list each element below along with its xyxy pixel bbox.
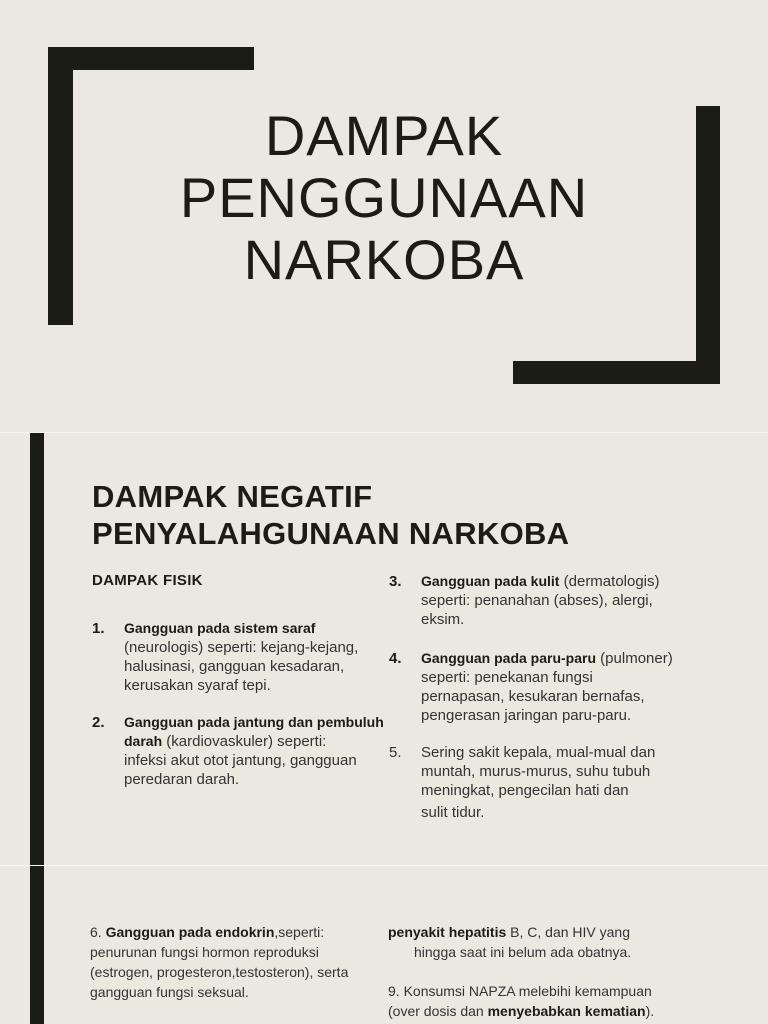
list-item [389,743,719,828]
slide-heading [92,478,569,552]
list-item [92,619,392,699]
accent-bar [30,866,44,1024]
item-number: 3. [389,573,402,590]
item-line: 9. Konsumsi NAPZA melebihi kemampuan [388,983,652,999]
item-bold: darah [124,733,163,749]
item-line: pernapasan, kesukaran bernafas, [421,688,645,705]
item-text: B, C, dan HIV yang [506,924,630,940]
heading-line: DAMPAK NEGATIF [92,479,373,514]
slide-title [0,105,768,291]
section-subheading: DAMPAK FISIK [92,572,203,589]
item-bold: Gangguan pada sistem saraf [124,620,316,636]
item-text: (dermatologis) [559,573,660,590]
item-line: peredaran darah. [124,771,240,788]
item-line: (neurologis) seperti: kejang-kejang, [124,639,359,656]
item-line: infeksi akut otot jantung, gangguan [124,752,357,769]
list-item [90,922,380,1002]
title-line: DAMPAK [264,104,504,167]
list-item [92,713,392,793]
item-line: pengerasan jaringan paru-paru. [421,707,632,724]
item-line: halusinasi, gangguan kesadaran, [124,658,345,675]
item-text: ,seperti: [274,924,325,940]
item-number: 5. [389,744,402,761]
item-bold: Gangguan pada kulit [421,573,560,589]
item-number: 1. [92,620,105,637]
item-number: 2. [92,714,105,731]
item-bold: Gangguan pada paru-paru [421,650,597,666]
item-line: meningkat, pengecilan hati dan [421,782,629,799]
item-line: gangguan fungsi seksual. [90,984,249,1000]
item-bold: penyakit hepatitis [388,924,507,940]
item-line: kerusakan syaraf tepi. [124,677,271,694]
frame-bottom-right-horizontal [513,361,720,384]
title-line: PENGGUNAAN [179,166,589,229]
frame-top-left-horizontal [48,47,254,70]
list-item [388,922,718,962]
title-line: NARKOBA [243,228,525,291]
item-text: (pulmoner) [596,650,673,667]
item-number: 4. [389,650,402,667]
item-bold: Gangguan pada endokrin [105,924,275,940]
title-slide [0,0,768,432]
item-line: (estrogen, progesteron,testosteron), serta [90,964,349,980]
item-line: penurunan fungsi hormon reproduksi [90,944,319,960]
item-bold: Gangguan pada jantung dan pembuluh [124,714,384,730]
item-text: (over dosis dan [388,1003,488,1019]
item-line: sulit tidur. [421,804,485,821]
heading-line: PENYALAHGUNAAN NARKOBA [92,516,570,551]
list-item [389,649,719,729]
item-text: ). [645,1003,655,1019]
item-line: seperti: penanahan (abses), alergi, [421,592,653,609]
item-line: seperti: penekanan fungsi [421,669,593,686]
accent-bar [30,433,44,865]
item-text: (kardiovaskuler) seperti: [162,733,327,750]
item-line: muntah, murus-murus, suhu tubuh [421,763,651,780]
list-item [388,981,728,1021]
item-line: eksim. [421,611,465,628]
item-number: 6. [90,924,106,940]
item-line: hingga saat ini belum ada obatnya. [414,944,632,960]
list-item [389,572,719,632]
item-bold: menyebabkan kematian [487,1003,646,1019]
item-line: Sering sakit kepala, mual-mual dan [421,744,656,761]
